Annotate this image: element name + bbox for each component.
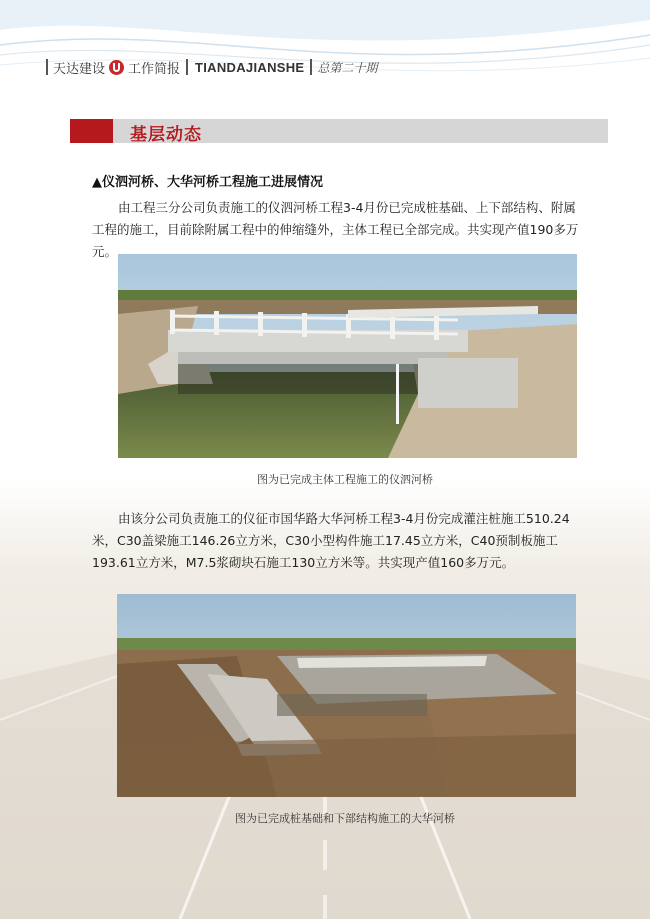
page-header bbox=[46, 56, 377, 78]
section-title-bar bbox=[70, 119, 608, 143]
photo-caption-1: 图为已完成主体工程施工的仪泗河桥 bbox=[257, 473, 433, 486]
bridge-photo-dahua bbox=[117, 594, 576, 797]
photo-caption-2: 图为已完成桩基础和下部结构施工的大华河桥 bbox=[235, 812, 455, 825]
company-logo-icon bbox=[109, 60, 124, 75]
bridge-photo-yisi bbox=[118, 254, 577, 458]
brand-name-en: TIANDAJIANSHE bbox=[195, 59, 305, 75]
header-wave-decoration bbox=[0, 0, 650, 95]
article-heading: ▲仪泗河桥、大华河桥工程施工进展情况 bbox=[92, 175, 323, 190]
brand-name-cn: 天达建设 bbox=[53, 61, 106, 77]
header-divider bbox=[186, 59, 188, 75]
header-divider bbox=[310, 59, 312, 75]
article-paragraph-1: 由工程三分公司负责施工的仪泗河桥工程3-4月份已完成桩基础、上下部结构、附属工程的施工，目前除附属工程中的伸缩缝外，主体工程已全部完成。共实现产值190多万元。 bbox=[92, 200, 579, 259]
header-divider bbox=[46, 59, 48, 75]
article-paragraph-2: 由该分公司负责施工的仪征市国华路大华河桥工程3-4月份完成灌注桩施工510.24米，C30盖梁施工146.26立方米，C30小型构件施工17.45立方米，C40预制板施工193.61立方米，M7.5浆砌块石施工130立方米等。共实现产值160多万元。 bbox=[92, 511, 570, 570]
section-title: 基层动态 bbox=[130, 125, 202, 145]
section-accent-block bbox=[70, 119, 113, 143]
newsletter-name: 工作简报 bbox=[128, 61, 181, 77]
issue-number: 总第二十期 bbox=[317, 60, 378, 75]
